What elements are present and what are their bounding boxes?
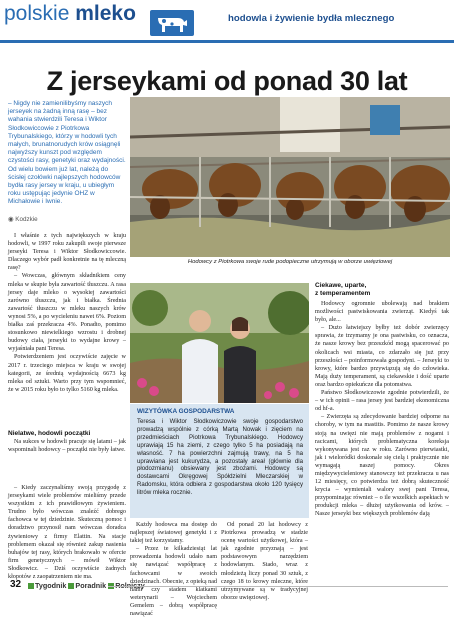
paragraph: – Przez te kilkadziesiąt lat prowadzenia hodowli udało nam się nawiązać współpracę z fachowcami w swoich dziedzinach. Obecnie, z opieką nad nami czy stadem klatkami weterynarii – Wojciechem Gemelem – dobrą współpracę nawiązać [130,546,217,618]
brand-bold: mleko [75,2,136,25]
subheading: Ciekawe, uparte, [315,282,367,289]
column-1-continued [8,484,126,581]
article-author [8,216,38,223]
author-icon: ◉ [8,216,16,223]
author-name: Kodzkie [15,216,38,223]
farmers-illustration [130,283,309,403]
magazine-brand [4,2,136,26]
column-2 [130,521,217,618]
paragraph: Państwo Słodkowiczowie zgodnie potwierdzili, że – w ich opinii – rasa jersey jest bardziej ekonomiczna od hf-a. [315,390,449,413]
section-tag: hodowla i żywienie bydła mlecznego [228,13,395,24]
column-4-heading [315,282,449,298]
photo-caption: Hodowcy z Piotrkowa swoje rude podopieczne utrzymują w oborze uwięziowej [187,259,393,265]
paragraph: – Zwierzęta są zdecydowanie bardziej odporne na choroby, w tym na mastitis. Pomimo że nasze krowy stoją na uwięzi nie mają problemów z nogami i racicami, których problematyczna koreksja wykonywana jest raz w roku. Zarówno pierwiastki, jak i wieloródki doskonale się cielą i praktycznie nie wymagają naszej pomocy. Okres międzywycieleniowy stanowczy też przekracza u nas 12 miesięcy, co potwierdza też dobrą skuteczność krycia – wymieniali walory swej pani Teresa, przypominając również – o ile wszelkich aspektach w produkcji mleka – dłużej użytkowania od krów. – Nasze jerseyki bez większych problemów dają [315,414,449,518]
column-1 [8,232,126,394]
header-divider [0,40,454,43]
barn-illustration [130,97,450,257]
barn-cows-photo [130,97,450,257]
subheading: Nielatwe, hodowlі początki [8,430,91,437]
subheading: z temperamentem [315,290,371,297]
paragraph: Na sukces w hodowli pracuje się latami – jak wspominali hodowcy – początki nie były łatwe. [8,439,126,454]
brand-part: ygodnik [38,581,69,590]
paragraph: Hodowcy ogromnie ubolewają nad brakiem możliwości pastwiskowania zwierząt. Kiedyś tak było, ale... [315,301,449,324]
paragraph: – Wowczas, głównym składnikiem ceny mleka w skupie była zawartość tłuszczu. A rasa jersey daje mleko o wysokiej zawartości zarówno tłuszczu, jak i białka. Średnia zawartość tłuszczu w mleku naszych krów wynosi 5%, a po wycieleniu nawet 6%. Poziom białka zaś przekracza 4%. Ponadto, pomimo stosunkowo niewielkiego wzrostu i drobnej budowy ciała, jerseyki to wydajne krowy – wyjaśniała pani Teresa. [8,273,126,353]
column-4 [315,300,449,519]
cow-logo-icon [150,6,194,36]
paragraph: Każdy hodowca ma dostęp do najlepszej światowej genetyki i z takiej też korzystamy. [130,522,217,545]
farmers-photo [130,283,309,403]
farm-info-text: Teresa i Wiktor Słodkowiczowie swoje gospodarstwo prowadzą wspólnie z córką Martą Nowak i zięciem na przedmieściach Piotrkowa Trybunalskiego. Hodowcy uprawiają 15 ha ziemi, z czego tylko 5 ha posiadają na własność. 7 ha powierzchni zajmują trawy, na 5 ha uprawiana jest kukurydza, a pozostały areał (głównie dla płodozmianu) obsiewany jest zbożami. Hodowcy są dostawcami Okręgowej Spółdzielni Mleczarskiej w Radomsku, która odbiera z gospodarstwa około 120 tysięcy litrów mleka rocznie. [137,418,303,497]
paragraph: Od ponad 20 lat hodowcy z Piotrkowa prowadzą w stadzie ocenę wartości użytkowej, która – jak zgodnie przyznają – jest podstawowym narzędziem hodowlanym. Stado, wraz z młodzieżą liczy ponad 30 sztuk, z czego 18 to krowy mleczne, które utrzymywane są w tradycyjnej oborze uwięziowej. [221,522,308,601]
page-number: 32 [10,579,22,590]
paragraph: – Kiedy zaczynaliśmy swoją przygodę z jerseykami wiele problemów mieliśmy przede wszystkim z ich prawidłowym żywieniem. Trudno było wówczas znaleźć dobrego fachowca w tej dziedzinie. Skuteczną pomoc i doradztwo przynosił nam wówczas doradca żywieniowy z firmy Elattin. Na stacje problemem okazał się również zakup nasienia buhajów tej rasy, których brakowało w ofercie firm genetycznych – mówił Wiktor Słodkowicz. – Dziś oczywiście żadnych kłopotów z zaopatrzeniem nie ma. [8,485,126,581]
paragraph: I właśnie z tych największych w kraju hodowli, w 1997 roku zakupili swoje pierwsze jerseyki Teresa i Wiktor Słodkowiccowie. Dlaczego wybór padł konkretnie na tę mleczną rasę? [8,233,126,272]
farm-info-heading: WIZYTÓWKA GOSPODARSTWA [137,408,235,415]
article-lead: – Nigdy nie zamienilibyśmy naszych jerseyek na żadną inną rasę – bez wahania stwierdzili Teresa i Wiktor Słodkowiccowie z Piotrkowa Trybunalskiego, którzy w hodowli tych małych, brunatnorudych krów osiągnęli najwyższy kunszt pod względem czystości rasy, genetyki oraz wydajności. Od wielu bowiem już lat, należą do ścisłej czołówki najlepszych hodowców bydła rasy jersey w kraju, u ubiegłym roku ustępując jedynie OHZ w Michałowie i Iwnie. [8,100,126,206]
column-1-subsection [8,430,126,454]
square-icon [68,583,74,589]
brand-part: oradnik [80,581,109,590]
brand-light: polskie [4,2,76,25]
article-title: Z jerseykami od ponad 30 lat [46,66,408,96]
brand-part: P [75,581,81,590]
paragraph: – Dużo łatwiejszy byłby też dobór zwierzęcy sprawia, że trzymamy je ona pastwisku, co oznacza, że nasze krowy bez przeszkód mogą spacerować po okolicach wsi miasta, co zdarzało się już przy przeszłości – poinformowała gospodyni. – Jerseyki to krowy, które bardzo przywiązują się do człowieka. Mają duży temperament, są ciekawskie i dość uparte oraz bardzo opiekuńcze dla potomstwa. [315,325,449,388]
column-3 [221,521,308,602]
square-icon [28,583,34,589]
brand-part: T [35,581,39,590]
paragraph: Potwierdzeniem jest oczywiście zajęcie w 2017 r. trzeciego miejsca w kraju w swojej kategorii, ze średnią wydajnością 6673 kg mleka od sztuki. Warto przy tym wspomnieć, że w 2015 roku było to tylko 5160 kg mleka. [8,354,126,393]
footer-divider [108,586,448,587]
